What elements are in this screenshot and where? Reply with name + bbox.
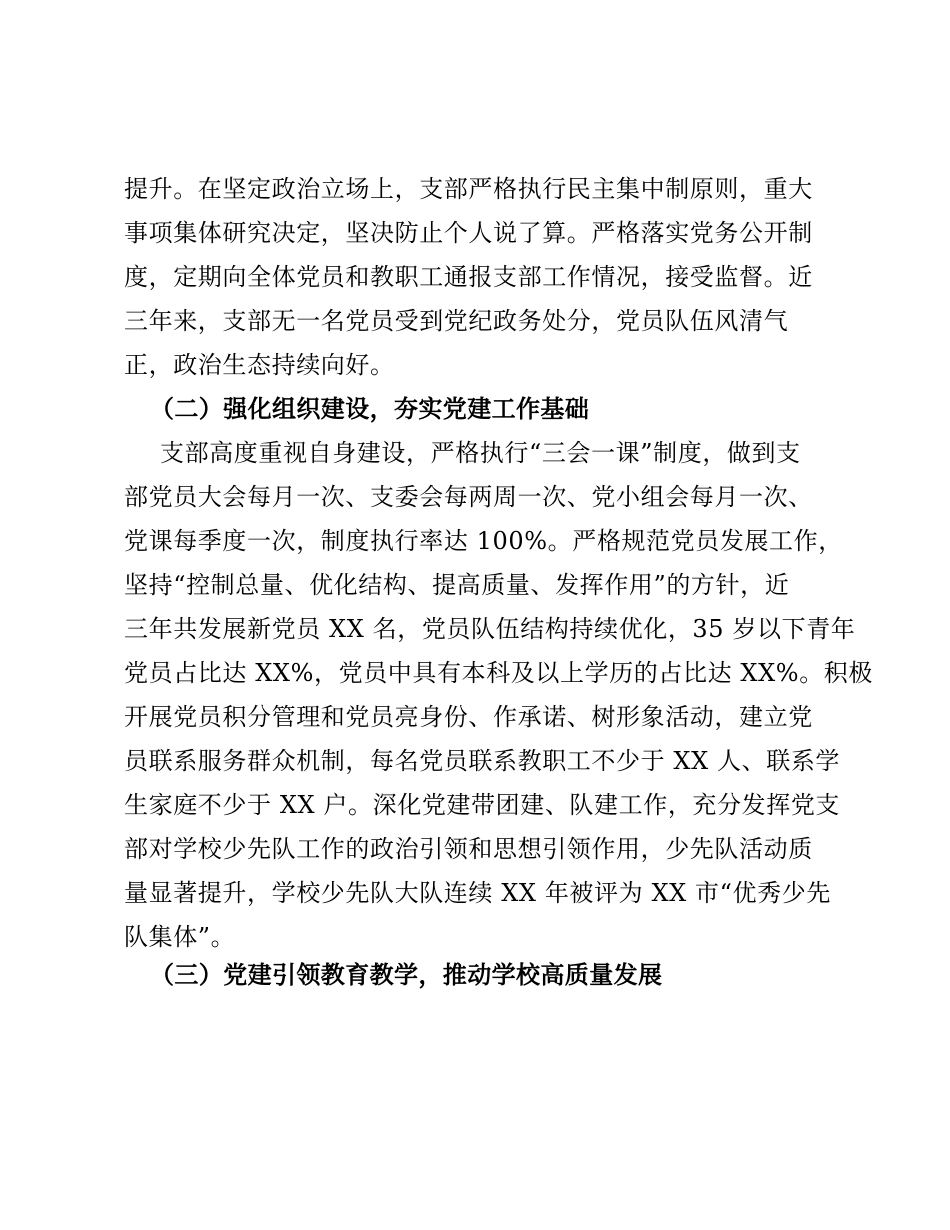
body-text-line: 三年来，支部无一名党员受到党纪政务处分，党员队伍风清气 (124, 307, 789, 335)
body-text-line: 部对学校少先队工作的政治引领和思想引领作用，少先队活动质 (124, 835, 813, 863)
body-text-line: 生家庭不少于 XX 户。深化党建带团建、队建工作，充分发挥党支 (124, 791, 841, 819)
body-text-line: 坚持“控制总量、优化结构、提高质量、发挥作用”的方针，近 (124, 571, 790, 599)
body-text-line: 支部高度重视自身建设，严格执行“三会一课”制度，做到支 (160, 439, 801, 467)
body-text-line: 量显著提升，学校少先队大队连续 XX 年被评为 XX 市“优秀少先 (124, 879, 831, 907)
section-heading-3: （三）党建引领教育教学，推动学校高质量发展 (150, 961, 663, 989)
body-text-line: 队集体”。 (124, 923, 236, 951)
body-text-line: 部党员大会每月一次、支委会每两周一次、党小组会每月一次、 (124, 483, 813, 511)
body-text-line: 三年共发展新党员 XX 名，党员队伍结构持续优化，35 岁以下青年 (124, 615, 856, 643)
body-text-line: 正，政治生态持续向好。 (124, 351, 395, 379)
body-text-line: 党课每季度一次，制度执行率达 100%。严格规范党员发展工作， (124, 527, 843, 555)
body-text-line: 员联系服务群众机制，每名党员联系教职工不少于 XX 人、联系学 (124, 747, 841, 775)
body-text-line: 党员占比达 XX%，党员中具有本科及以上学历的占比达 XX%。积极 (124, 659, 874, 687)
body-text-line: 开展党员积分管理和党员亮身份、作承诺、树形象活动，建立党 (124, 703, 813, 731)
body-text-line: 度，定期向全体党员和教职工通报支部工作情况，接受监督。近 (124, 263, 813, 291)
body-text-line: 事项集体研究决定，坚决防止个人说了算。严格落实党务公开制 (124, 219, 813, 247)
section-heading-2: （二）强化组织建设，夯实党建工作基础 (150, 395, 590, 423)
body-text-line: 提升。在坚定政治立场上，支部严格执行民主集中制原则，重大 (124, 175, 813, 203)
